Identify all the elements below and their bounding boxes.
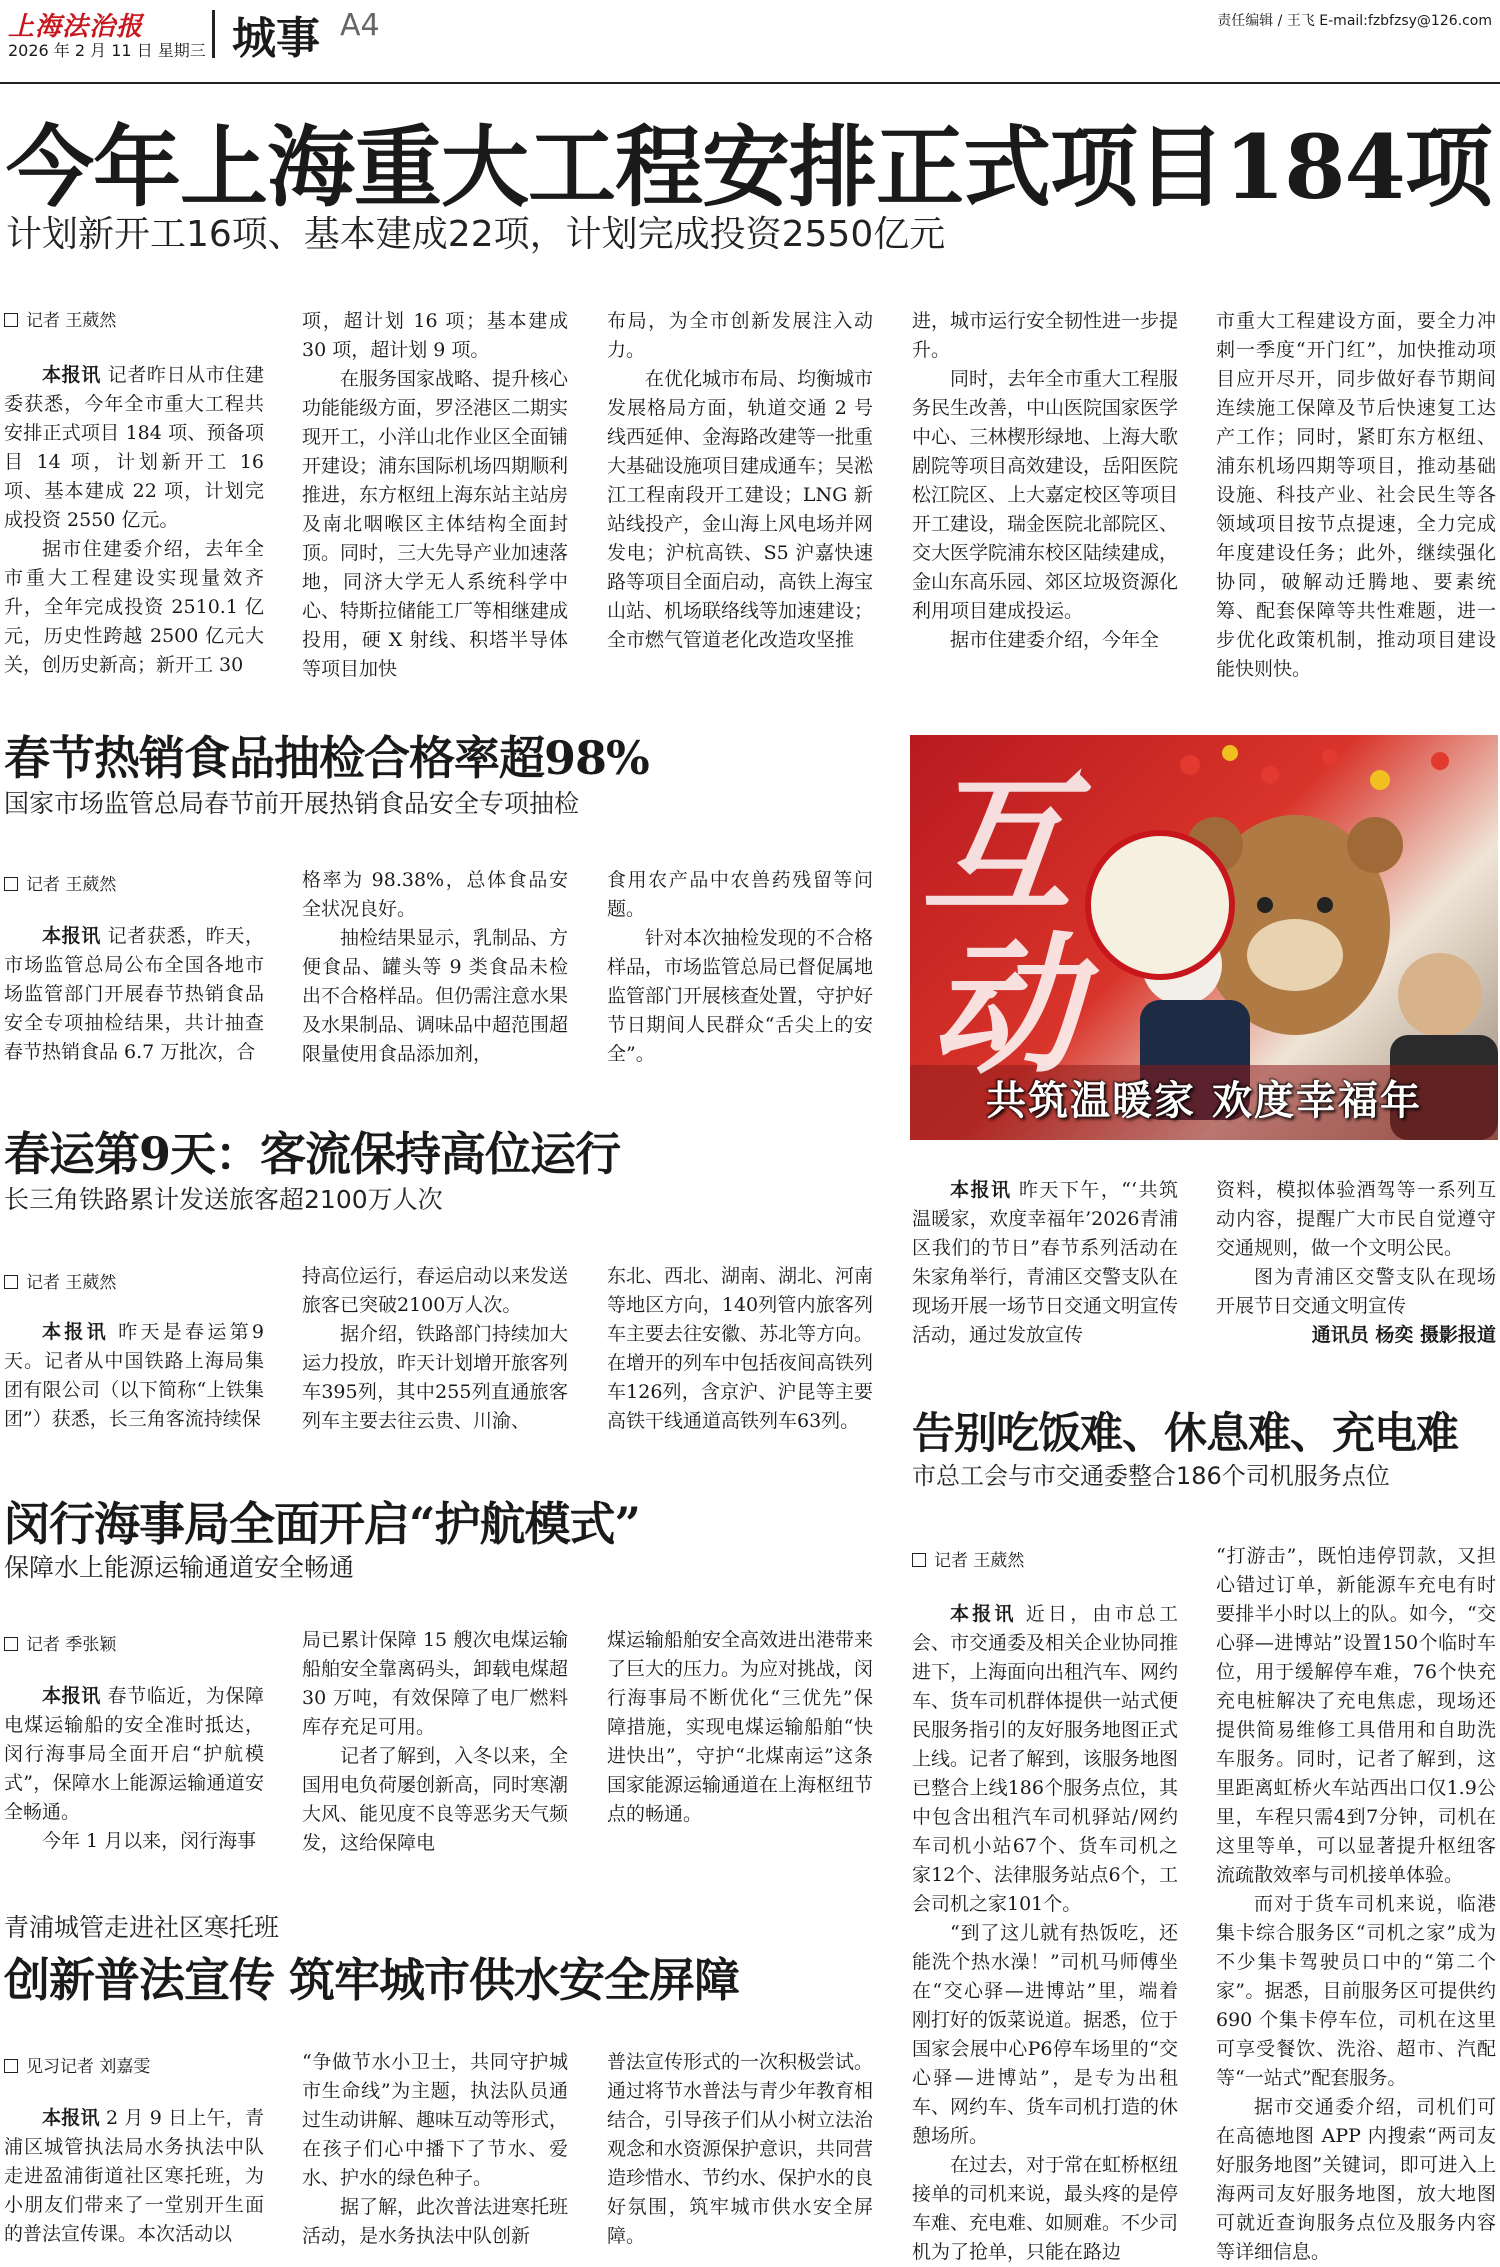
newspaper-logo: 上海法治报 (8, 12, 144, 42)
paragraph: 针对本次抽检发现的不合格样品，市场监管总局已督促属地监管部门开展核查处置，守护好节日期间人民群众“舌尖上的安全”。 (607, 927, 874, 1065)
paragraph: 抽检结果显示，乳制品、方便食品、罐头等 9 类食品未检出不合格样品。但仍需注意水果及水果制品、调味品中超范围超限量使用食品添加剂， (302, 927, 569, 1065)
water-kicker: 青浦城管走进社区寒托班 (4, 1913, 280, 1942)
byline-square-icon (4, 313, 18, 327)
water-column-1 (4, 2104, 264, 2250)
paragraph: 据介绍，铁路部门持续加大运力投放，昨天计划增开旅客列车395列，其中255列直通旅客列车主要去往云贵、川渝、 (302, 1323, 569, 1432)
byline-text: 记者 王葳然 (26, 875, 117, 895)
dateline: 本报讯 (950, 1179, 1012, 1201)
lead-byline (4, 306, 116, 331)
paragraph: 记者昨日从市住建委获悉，今年全市重大工程共安排正式项目 184 项、预备项目 14 项，计划新开工 16 项、基本建成 22 项，计划完成投资 2550 亿元。 (4, 364, 264, 531)
photo-story-column-1 (912, 1176, 1178, 1352)
rail-subheadline: 长三角铁路累计发送旅客超2100万人次 (4, 1185, 443, 1214)
lead-column-3 (607, 307, 873, 673)
photo-story-column-2 (1216, 1176, 1496, 1352)
lead-headline: 今年上海重大工程安排正式项目184项 (6, 115, 1492, 219)
food-column-3 (607, 866, 873, 1070)
byline-square-icon (912, 1553, 926, 1567)
paragraph: 今年 1 月以来，闵行海事 (42, 1830, 257, 1852)
byline-square-icon (4, 2059, 18, 2073)
dateline: 本报讯 (42, 925, 101, 947)
issue-date: 2026 年 2 月 11 日 星期三 (8, 41, 206, 60)
food-headline: 春节热销食品抽检合格率超98% (4, 731, 649, 785)
paragraph: 布局，为全市创新发展注入动力。 (607, 310, 873, 361)
news-photo (910, 735, 1498, 1140)
paragraph: 据市住建委介绍，今年全 (950, 629, 1160, 651)
overlay-character: 互 (922, 758, 1073, 934)
section-name: 城事 (232, 13, 320, 64)
paragraph: 市重大工程建设方面，要全力冲刺一季度“开门红”，加快推动项目应开尽开，同步做好春节期间连续施工保障及节后快速复工达产工作；同时，紧盯东方枢纽、浦东机场四期等项目，推动基础设施、科技产业、社会民生等各领域项目按节点提速，全力完成年度建设任务；此外，继续强化协同，破解动迁腾地、要素统筹、配套保障等共性难题，进一步优化政策机制，推动项目建设能快则快。 (1216, 310, 1496, 680)
photographer-credit: 通讯员 杨奕 摄影报道 (1311, 1324, 1496, 1346)
rail-column-1 (4, 1318, 264, 1436)
byline-square-icon (4, 1637, 18, 1651)
dateline: 本报讯 (42, 1321, 109, 1343)
editor-credit: 责任编辑 / 王飞 E-mail:fzbfzsy@126.com (1217, 13, 1492, 29)
paragraph: 煤运输船舶安全高效进出港带来了巨大的压力。为应对挑战，闵行海事局不断优化“三优先”保障措施，实现电煤运输船舶“快进快出”，守护“北煤南运”这条国家能源运输通道在上海枢纽节点的畅通。 (607, 1629, 874, 1825)
food-column-1 (4, 922, 264, 1070)
lead-column-2 (302, 307, 569, 680)
header-divider (212, 10, 215, 58)
byline-text: 记者 王葳然 (26, 311, 117, 331)
paragraph: 食用农产品中农兽药残留等问题。 (607, 869, 873, 920)
byline-square-icon (4, 1275, 18, 1289)
lead-column-5 (1216, 307, 1496, 680)
maritime-column-2 (302, 1626, 568, 1862)
drivers-column-2 (1216, 1542, 1496, 2263)
lead-column-4 (912, 307, 1178, 673)
water-headline: 创新普法宣传 筑牢城市供水安全屏障 (4, 1953, 740, 2007)
paragraph: 持高位运行，春运启动以来发送旅客已突破2100万人次。 (302, 1265, 569, 1316)
rail-column-2 (302, 1262, 568, 1436)
food-subheadline: 国家市场监管总局春节前开展热销食品安全专项抽检 (4, 789, 580, 818)
drivers-column-1 (912, 1600, 1179, 2263)
paragraph: 在优化城市布局、均衡城市发展格局方面，轨道交通 2 号线西延伸、金海路改建等一批重大基础设施项目建成通车；吴淞江工程南段开工建设；LNG 新站线投产，金山海上风电场并网发电；沪杭高铁、S5 沪嘉快速路等项目全面启动，高铁上海宝山站、机场联络线等加速建设；全市燃气管道老化改造攻坚推 (607, 368, 874, 651)
paragraph: “打游击”，既怕违停罚款，又担心错过订单，新能源车充电有时要排半小时以上的队。如今，“交心驿—进博站”设置150个临时车位，用于缓解停车难，76个快充充电桩解决了充电焦虑，现场还提供简易维修工具借用和自助洗车服务。同时，记者了解到，这里距离虹桥火车站西出口仅1.9公里，车程只需4到7分钟，司机在这里等单，可以显著提升枢纽客流疏散效率与司机接单体验。 (1216, 1545, 1496, 1886)
maritime-subheadline: 保障水上能源运输通道安全畅通 (4, 1553, 355, 1582)
dateline: 本报讯 (950, 1603, 1017, 1625)
maritime-column-1 (4, 1682, 264, 1862)
byline-text: 记者 王葳然 (26, 1273, 117, 1293)
photo-caption: 共筑温暖家 欢度幸福年 (986, 1077, 1422, 1124)
paragraph: 在过去，对于常在虹桥枢纽接单的司机来说，最头疼的是停车难、充电难、如厕难。不少司机为了抢单，只能在路边 (912, 2154, 1179, 2263)
paragraph: 据市住建委介绍，去年全市重大工程建设实现量效齐升，全年完成投资 2510.1 亿元，历史性跨越 2500 亿元大关，创历史新高；新开工 30 (4, 538, 264, 676)
paragraph: 据了解，此次普法进寒托班活动，是水务执法中队创新 (302, 2196, 569, 2247)
maritime-byline (4, 1630, 116, 1655)
paragraph: 资料，模拟体验酒驾等一系列互动内容，提醒广大市民自觉遵守交通规则，做一个文明公民。 (1216, 1179, 1496, 1259)
paragraph: 2 月 9 日上午，青浦区城管执法局水务执法中队走进盈浦街道社区寒托班，为小朋友们带来了一堂别开生面的普法宣传课。本次活动以 (4, 2107, 264, 2245)
masthead (0, 0, 1500, 84)
overlay-character: 动 (930, 918, 1081, 1094)
paragraph: 局已累计保障 15 艘次电煤运输船舶安全靠离码头，卸载电煤超 30 万吨，有效保障了电厂燃料库存充足可用。 (302, 1629, 569, 1738)
water-byline (4, 2052, 150, 2077)
maritime-headline: 闵行海事局全面开启“护航模式” (4, 1497, 640, 1551)
lead-subheadline: 计划新开工16项、基本建成22项，计划完成投资2550亿元 (6, 214, 946, 255)
food-column-2 (302, 866, 568, 1070)
paragraph: 近日，由市总工会、市交通委及相关企业协同推进下，上海面向出租汽车、网约车、货车司机群体提供一站式便民服务指引的友好服务地图正式上线。记者了解到，该服务地图已整合上线186个服务点位，其中包含出租汽车司机驿站/网约车司机小站67个、货车司机之家12个、法律服务站点6个，工会司机之家101个。 (912, 1603, 1179, 1915)
byline-text: 见习记者 刘嘉雯 (26, 2057, 151, 2077)
dateline: 本报讯 (42, 2107, 100, 2129)
paragraph: 昨天是春运第9天。记者从中国铁路上海局集团有限公司（以下简称“上铁集团”）获悉，长三角客流持续保 (4, 1321, 264, 1430)
rail-byline (4, 1268, 116, 1293)
paragraph: 普法宣传形式的一次积极尝试。通过将节水普法与青少年教育相结合，引导孩子们从小树立法治观念和水资源保护意识，共同营造珍惜水、节约水、保护水的良好氛围，筑牢城市供水安全屏障。 (607, 2051, 874, 2247)
paragraph: “到了这儿就有热饭吃，还能洗个热水澡！”司机马师傅坐在“交心驿—进博站”里，端着刚打好的饭菜说道。据悉，位于国家会展中心P6停车场里的“交心驿—进博站”，是专为出租车、网约车、货车司机打造的休憩场所。 (912, 1922, 1179, 2147)
drivers-headline: 告别吃饭难、休息难、充电难 (912, 1409, 1458, 1459)
dateline: 本报讯 (42, 364, 101, 386)
prize-wheel (1088, 833, 1232, 977)
paragraph: 昨天下午，“‘共筑温暖家，欢度幸福年’2026青浦区我们的节日”春节系列活动在朱家角举行，青浦区交警支队在现场开展一场节日交通文明宣传活动，通过发放宣传 (912, 1179, 1179, 1346)
paragraph: 东北、西北、湖南、湖北、河南等地区方向，140列管内旅客列车主要去往安徽、苏北等方向。在增开的列车中包括夜间高铁列车126列，含京沪、沪昆等主要高铁干线通道高铁列车63列。 (607, 1265, 874, 1432)
photo-credit-caption: 图为青浦区交警支队在现场开展节日交通文明宣传 (1216, 1266, 1496, 1317)
rail-headline: 春运第9天：客流保持高位运行 (4, 1127, 621, 1181)
byline-square-icon (4, 877, 18, 891)
paragraph: 项，超计划 16 项；基本建成 30 项，超计划 9 项。 (302, 310, 568, 361)
paragraph: 同时，去年全市重大工程服务民生改善，中山医院国家医学中心、三林楔形绿地、上海大歌剧院等项目高效建设，岳阳医院松江院区、上大嘉定校区等项目开工建设，瑞金医院北部院区、交大医学院浦东校区陆续建成，金山东高乐园、郊区垃圾资源化利用项目建成投运。 (912, 368, 1179, 622)
page-number: A4 (340, 8, 380, 43)
paragraph: 进，城市运行安全韧性进一步提升。 (912, 310, 1179, 361)
dateline: 本报讯 (42, 1685, 101, 1707)
maritime-column-3 (607, 1626, 873, 1862)
rail-column-3 (607, 1262, 873, 1436)
water-column-2 (302, 2048, 568, 2250)
visitor-figure (1398, 953, 1482, 1037)
water-column-3 (607, 2048, 873, 2250)
lead-column-1 (4, 361, 264, 676)
paragraph: 格率为 98.38%，总体食品安全状况良好。 (302, 869, 568, 920)
paragraph: 而对于货车司机来说，临港集卡综合服务区“司机之家”成为不少集卡驾驶员口中的“第二个家”。据悉，目前服务区可提供约 690 个集卡停车位，司机在这里可享受餐饮、洗浴、超市、汽配等“一站式”配套服务。 (1216, 1893, 1496, 2089)
paragraph: 在服务国家战略、提升核心功能能级方面，罗泾港区二期实现开工，小洋山北作业区全面铺开建设；浦东国际机场四期顺利推进，东方枢纽上海东站主站房及南北咽喉区主体结构全面封顶。同时，三大先导产业加速落地，同济大学无人系统科学中心、特斯拉储能工厂等相继建成投用，硬 X 射线、积塔半导体等项目加快 (302, 368, 569, 680)
byline-text: 记者 王葳然 (934, 1551, 1025, 1571)
paragraph: 据市交通委介绍，司机们可在高德地图 APP 内搜索“两司友好服务地图”关键词，即可进入上海两司友好服务地图，放大地图可就近查询服务点位及服务内容等详细信息。 (1216, 2096, 1496, 2263)
paragraph: 记者了解到，入冬以来，全国用电负荷屡创新高，同时寒潮大风、能见度不良等恶劣天气频发，这给保障电 (302, 1745, 569, 1854)
byline-text: 记者 季张颖 (26, 1635, 117, 1655)
lantern-decoration (1180, 745, 1449, 790)
drivers-subheadline: 市总工会与市交通委整合186个司机服务点位 (912, 1462, 1390, 1490)
food-byline (4, 870, 116, 895)
paragraph: “争做节水小卫士，共同守护城市生命线”为主题，执法队员通过生动讲解、趣味互动等形式，在孩子们心中播下了节水、爱水、护水的绿色种子。 (302, 2051, 569, 2189)
drivers-byline (912, 1546, 1024, 1571)
paragraph: 春节临近，为保障电煤运输船的安全准时抵达，闵行海事局全面开启“护航模式”，保障水上能源运输通道安全畅通。 (4, 1685, 264, 1823)
paragraph: 记者获悉，昨天，市场监管总局公布全国各地市场监管部门开展春节热销食品安全专项抽检结果，共计抽查春节热销食品 6.7 万批次，合 (4, 925, 264, 1063)
